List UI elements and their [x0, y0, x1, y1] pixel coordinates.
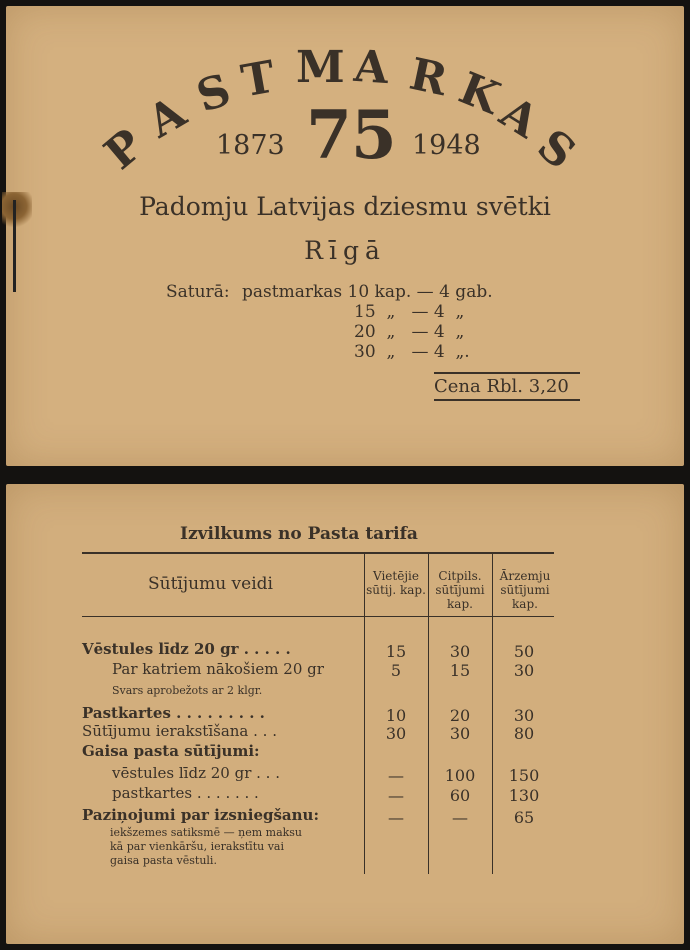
contents-label: Saturā: — [166, 282, 230, 302]
note-line: gaisa pasta vēstuli. — [110, 854, 217, 867]
cell-local: 30 — [385, 724, 407, 743]
arc-letter: R — [405, 48, 452, 107]
notification-note — [110, 826, 302, 868]
table-top-rule — [82, 552, 554, 554]
cell-foreign: 130 — [508, 786, 540, 805]
cell-domestic: 20 — [449, 706, 471, 725]
row-label: Pastkartes . . . . . . . . . — [82, 704, 265, 722]
cell-local: 15 — [385, 642, 407, 661]
cell-foreign: 50 — [513, 642, 535, 661]
cell-domestic: 100 — [444, 766, 476, 785]
header-local: Vietējie sūtij. kap. — [366, 569, 426, 597]
cell-foreign: 80 — [513, 724, 535, 743]
arc-letter: S — [527, 119, 585, 180]
cell-foreign: 30 — [513, 706, 535, 725]
event-title: Padomju Latvijas dziesmu svētki — [139, 192, 551, 221]
arc-letter: A — [491, 86, 548, 149]
row-label: Svars aprobežots ar 2 klgr. — [112, 684, 263, 697]
cell-local: — — [388, 786, 404, 805]
anniversary-number: 75 — [306, 96, 396, 174]
row-label: Par katriem nākošiem 20 gr — [112, 660, 324, 678]
tariff-title: Izvilkums no Pasta tarifa — [180, 524, 418, 544]
note-line: kā par vienkāršu, ierakstītu vai — [110, 840, 284, 853]
city-name: Rīgā — [304, 236, 386, 265]
column-divider — [428, 554, 429, 874]
row-label: Vēstules līdz 20 gr . . . . . — [82, 640, 291, 658]
arc-letter: T — [237, 51, 279, 108]
cell-foreign: 30 — [513, 661, 535, 680]
cell-foreign: 150 — [508, 766, 540, 785]
arc-letter: M — [296, 42, 345, 93]
row-label: Gaisa pasta sūtījumi: — [82, 742, 260, 760]
row-label: Sūtījumu ierakstīšana . . . — [82, 722, 277, 740]
column-divider — [492, 554, 493, 874]
header-shipment-types: Sūtījumu veidi — [148, 574, 273, 594]
table-header-rule — [82, 616, 554, 617]
cell-domestic: 15 — [449, 661, 471, 680]
price-text: Cena Rbl. 3,20 — [434, 376, 569, 397]
price-box — [434, 372, 580, 401]
cell-local: 5 — [390, 661, 402, 680]
arc-letter: A — [139, 86, 195, 149]
cell-local: — — [388, 766, 404, 785]
cell-local: — — [388, 808, 404, 827]
cell-foreign: 65 — [513, 808, 535, 827]
cell-domestic: 30 — [449, 724, 471, 743]
cell-local: 10 — [385, 706, 407, 725]
row-label: vēstules līdz 20 gr . . . — [112, 764, 280, 782]
header-domestic: Citpils. sūtījumi kap. — [435, 569, 485, 611]
cell-domestic: 60 — [449, 786, 471, 805]
header-foreign: Ārzemju sūtījumi kap. — [499, 569, 551, 611]
contents-line: 20 „ — 4 „ — [354, 322, 465, 342]
contents-line: pastmarkas 10 kap. — 4 gab. — [242, 282, 493, 302]
arc-letter: P — [95, 119, 154, 180]
note-line: iekšzemes satiksmē — ņem maksu — [110, 826, 303, 839]
contents-line: 30 „ — 4 „. — [354, 342, 470, 362]
contents-line: 15 „ — 4 „ — [354, 302, 465, 322]
arc-letter: K — [452, 62, 507, 125]
cell-domestic: — — [452, 808, 468, 827]
arc-letter: S — [190, 64, 237, 123]
year-end: 1948 — [412, 130, 481, 161]
year-start: 1873 — [216, 130, 285, 161]
column-divider — [364, 554, 365, 874]
arc-letter: A — [352, 40, 390, 95]
row-label: pastkartes . . . . . . . — [112, 784, 259, 802]
cell-domestic: 30 — [449, 642, 471, 661]
row-label: Paziņojumi par izsniegšanu: — [82, 806, 319, 824]
